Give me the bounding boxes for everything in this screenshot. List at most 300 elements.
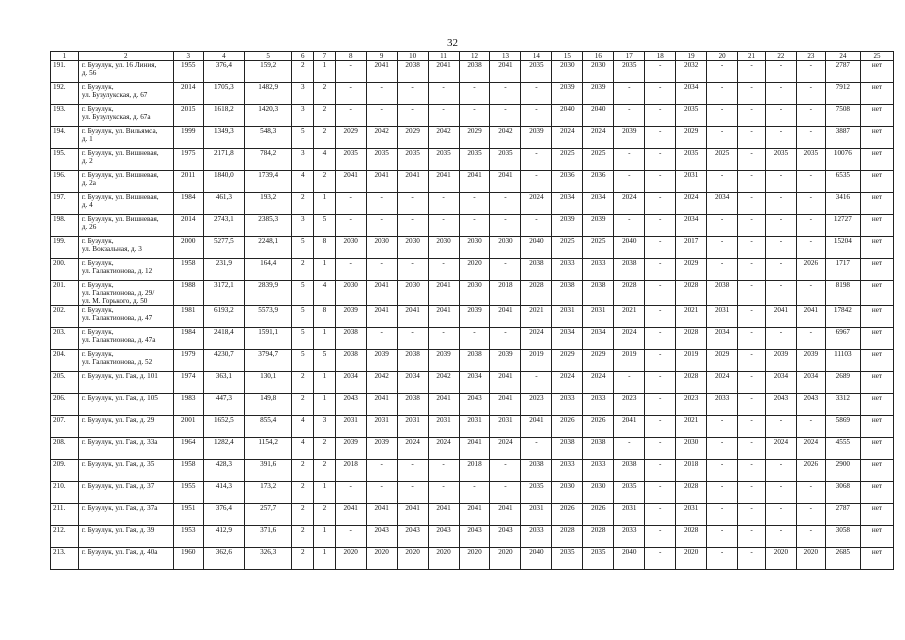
data-cell: 1717 <box>825 259 860 281</box>
data-cell: - <box>428 259 459 281</box>
data-cell: 2023 <box>676 394 707 416</box>
data-cell: 2041 <box>490 394 521 416</box>
data-cell: нет <box>860 350 893 372</box>
address-line: ул. Бузулукская, д. 67а <box>81 113 151 121</box>
data-cell: 2038 <box>459 350 490 372</box>
row-number-cell: 193. <box>51 105 79 127</box>
address-line: ул. Галактионова, д. 12 <box>81 267 153 275</box>
address-line: г. Бузулук, ул. Гая, д. 29 <box>81 416 155 424</box>
address-cell <box>78 416 173 438</box>
data-cell: - <box>738 171 766 193</box>
data-cell: 2030 <box>335 281 366 306</box>
data-cell: 2025 <box>583 149 614 171</box>
address-line: г. Бузулук, ул. Вишневая, <box>81 149 159 157</box>
data-cell: 1739,4 <box>244 171 291 193</box>
data-cell: - <box>796 83 825 105</box>
column-header-cell: 25 <box>860 52 893 61</box>
data-cell: - <box>738 328 766 350</box>
data-cell: - <box>428 83 459 105</box>
data-cell: - <box>738 61 766 83</box>
data-cell: - <box>738 259 766 281</box>
data-cell: - <box>707 61 738 83</box>
data-cell: - <box>645 105 676 127</box>
data-cell: 2041 <box>428 171 459 193</box>
data-cell: 2042 <box>366 127 397 149</box>
data-cell: нет <box>860 548 893 570</box>
row-number-cell: 202. <box>51 306 79 328</box>
row-number-cell: 196. <box>51 171 79 193</box>
column-header-cell: 16 <box>583 52 614 61</box>
data-cell: 2026 <box>796 259 825 281</box>
data-cell: 2024 <box>428 438 459 460</box>
data-cell: 2041 <box>490 306 521 328</box>
data-cell: 2040 <box>614 237 645 259</box>
data-cell: 2026 <box>796 460 825 482</box>
data-cell: 2040 <box>583 105 614 127</box>
data-cell: 6535 <box>825 171 860 193</box>
data-cell: - <box>645 237 676 259</box>
data-cell: 2 <box>292 61 314 83</box>
data-cell: 2020 <box>335 548 366 570</box>
address-cell <box>78 350 173 372</box>
data-cell: 193,2 <box>244 193 291 215</box>
data-cell: - <box>645 504 676 526</box>
data-cell: 2418,4 <box>203 328 244 350</box>
data-cell: нет <box>860 215 893 237</box>
table-row <box>51 328 894 350</box>
data-cell: 2039 <box>583 215 614 237</box>
data-cell: 2034 <box>459 372 490 394</box>
data-cell: 2685 <box>825 548 860 570</box>
data-cell: 2 <box>292 482 314 504</box>
data-cell: 2041 <box>614 416 645 438</box>
data-cell: 2034 <box>583 328 614 350</box>
data-cell: - <box>645 460 676 482</box>
data-cell: - <box>490 328 521 350</box>
column-header-cell: 9 <box>366 52 397 61</box>
data-cell: - <box>738 460 766 482</box>
data-cell: 2900 <box>825 460 860 482</box>
data-cell: 2038 <box>552 281 583 306</box>
data-cell: - <box>765 215 796 237</box>
data-cell: 1983 <box>173 394 203 416</box>
data-cell: 2029 <box>552 350 583 372</box>
data-cell: - <box>645 482 676 504</box>
data-cell: 1964 <box>173 438 203 460</box>
data-cell: 362,6 <box>203 548 244 570</box>
table-row <box>51 193 894 215</box>
data-cell: - <box>796 193 825 215</box>
data-cell: 3 <box>314 416 336 438</box>
data-cell: 2030 <box>366 237 397 259</box>
data-cell: нет <box>860 61 893 83</box>
address-cell <box>78 127 173 149</box>
address-cell <box>78 504 173 526</box>
data-cell: - <box>765 460 796 482</box>
data-cell: 12727 <box>825 215 860 237</box>
data-cell: 2039 <box>459 306 490 328</box>
data-cell: 2024 <box>707 372 738 394</box>
data-cell: - <box>765 83 796 105</box>
data-cell: - <box>521 438 552 460</box>
data-cell: - <box>765 328 796 350</box>
data-cell: 1960 <box>173 548 203 570</box>
data-cell: 2041 <box>366 61 397 83</box>
column-header-cell: 23 <box>796 52 825 61</box>
data-cell: нет <box>860 83 893 105</box>
data-cell: 1984 <box>173 328 203 350</box>
data-cell: - <box>366 105 397 127</box>
data-cell: - <box>645 215 676 237</box>
data-cell: 1591,1 <box>244 328 291 350</box>
row-number-cell: 192. <box>51 83 79 105</box>
data-cell: 1 <box>314 61 336 83</box>
data-cell: 4230,7 <box>203 350 244 372</box>
address-line: д. 56 <box>81 69 97 77</box>
data-cell: - <box>765 237 796 259</box>
data-cell: 2035 <box>428 149 459 171</box>
data-cell: - <box>397 460 428 482</box>
data-cell: 2038 <box>521 259 552 281</box>
data-cell: - <box>738 306 766 328</box>
data-cell: 2034 <box>552 328 583 350</box>
data-cell: 2034 <box>676 83 707 105</box>
row-number-cell: 200. <box>51 259 79 281</box>
data-cell: 2171,8 <box>203 149 244 171</box>
data-cell: 2033 <box>521 526 552 548</box>
data-cell: 2034 <box>707 193 738 215</box>
data-cell: 2034 <box>552 193 583 215</box>
address-cell <box>78 215 173 237</box>
data-cell: - <box>335 526 366 548</box>
data-cell: 2030 <box>676 438 707 460</box>
data-cell: - <box>765 281 796 306</box>
data-cell: - <box>738 438 766 460</box>
data-cell: - <box>645 149 676 171</box>
data-cell: нет <box>860 372 893 394</box>
data-cell: 2039 <box>335 438 366 460</box>
data-cell: 2039 <box>552 83 583 105</box>
address-line: г. Бузулук, ул. Гая, д. 37 <box>81 482 155 490</box>
data-cell: 2038 <box>459 61 490 83</box>
data-cell: 2018 <box>459 460 490 482</box>
row-number-cell: 213. <box>51 548 79 570</box>
address-line: г. Бузулук, ул. Вишневая, <box>81 215 159 223</box>
data-cell: 2015 <box>173 105 203 127</box>
row-number-cell: 206. <box>51 394 79 416</box>
address-line: г. Бузулук, ул. Гая, д. 105 <box>81 394 158 402</box>
data-cell: - <box>738 215 766 237</box>
data-cell: 2 <box>292 460 314 482</box>
data-cell: 326,3 <box>244 548 291 570</box>
row-number-cell: 197. <box>51 193 79 215</box>
data-cell: нет <box>860 438 893 460</box>
data-cell: - <box>645 548 676 570</box>
data-cell: - <box>428 482 459 504</box>
data-cell: 1420,3 <box>244 105 291 127</box>
data-cell: 2024 <box>583 372 614 394</box>
data-cell: 2040 <box>552 105 583 127</box>
data-cell: - <box>366 83 397 105</box>
data-cell: 257,7 <box>244 504 291 526</box>
data-cell: нет <box>860 460 893 482</box>
data-cell: 2039 <box>521 127 552 149</box>
data-cell: 2 <box>314 438 336 460</box>
data-cell: 2036 <box>552 171 583 193</box>
data-cell: 2023 <box>614 394 645 416</box>
data-cell: - <box>490 193 521 215</box>
row-number-cell: 212. <box>51 526 79 548</box>
data-cell: - <box>459 328 490 350</box>
data-cell: 2031 <box>335 416 366 438</box>
data-cell: 2042 <box>428 372 459 394</box>
data-cell: - <box>738 372 766 394</box>
data-cell: 2043 <box>765 394 796 416</box>
data-cell: 1981 <box>173 306 203 328</box>
data-cell: 2040 <box>614 548 645 570</box>
data-cell: 5 <box>314 350 336 372</box>
data-cell: 2019 <box>676 350 707 372</box>
data-cell: - <box>796 105 825 127</box>
address-line: д. 1 <box>81 135 93 143</box>
data-cell: 173,2 <box>244 482 291 504</box>
data-cell: 2024 <box>614 193 645 215</box>
data-cell: - <box>366 259 397 281</box>
data-cell: - <box>707 259 738 281</box>
address-line: г. Бузулук, ул. Гая, д. 101 <box>81 372 158 380</box>
data-cell: 2041 <box>459 438 490 460</box>
data-cell: 130,1 <box>244 372 291 394</box>
data-cell: - <box>738 548 766 570</box>
column-header-cell: 3 <box>173 52 203 61</box>
data-cell: 3058 <box>825 526 860 548</box>
data-cell: 2041 <box>428 306 459 328</box>
address-line: ул. Бузулукская, д. 67 <box>81 91 148 99</box>
data-cell: 2036 <box>583 171 614 193</box>
data-cell: 412,9 <box>203 526 244 548</box>
column-header-cell: 14 <box>521 52 552 61</box>
table-row <box>51 460 894 482</box>
data-cell: 1282,4 <box>203 438 244 460</box>
data-cell: 2030 <box>459 237 490 259</box>
data-cell: - <box>765 171 796 193</box>
data-cell: 2043 <box>335 394 366 416</box>
data-cell: 2033 <box>583 460 614 482</box>
data-cell: - <box>614 215 645 237</box>
data-cell: 2030 <box>397 281 428 306</box>
address-line: г. Бузулук, ул. Вишневая, <box>81 193 159 201</box>
address-line: г. Бузулук, <box>81 105 114 113</box>
data-cell: нет <box>860 237 893 259</box>
data-cell: 2019 <box>521 350 552 372</box>
data-cell: 2248,1 <box>244 237 291 259</box>
row-number-cell: 198. <box>51 215 79 237</box>
data-cell: 4 <box>314 149 336 171</box>
data-cell: 2041 <box>397 504 428 526</box>
data-cell: 2 <box>314 504 336 526</box>
data-cell: 2035 <box>676 149 707 171</box>
column-header-cell: 11 <box>428 52 459 61</box>
data-cell: 2034 <box>583 193 614 215</box>
data-cell: 2 <box>292 548 314 570</box>
column-header-cell: 20 <box>707 52 738 61</box>
address-cell <box>78 83 173 105</box>
data-cell: - <box>366 460 397 482</box>
table-row <box>51 504 894 526</box>
data-cell: 5 <box>292 237 314 259</box>
data-cell: 2 <box>314 460 336 482</box>
data-cell: 2787 <box>825 504 860 526</box>
data-cell: - <box>645 171 676 193</box>
data-cell: 2031 <box>366 416 397 438</box>
data-cell: 2034 <box>397 372 428 394</box>
data-cell: 2031 <box>521 504 552 526</box>
data-cell: 2035 <box>521 482 552 504</box>
data-cell: 2020 <box>765 548 796 570</box>
data-cell: - <box>707 526 738 548</box>
data-cell: 3068 <box>825 482 860 504</box>
data-cell: 2032 <box>676 61 707 83</box>
data-cell: - <box>645 438 676 460</box>
data-cell: 3794,7 <box>244 350 291 372</box>
data-cell: нет <box>860 149 893 171</box>
data-cell: 6967 <box>825 328 860 350</box>
data-cell: - <box>490 482 521 504</box>
address-cell <box>78 394 173 416</box>
data-cell: 2024 <box>521 193 552 215</box>
data-cell: 2787 <box>825 61 860 83</box>
data-cell: 2039 <box>335 306 366 328</box>
data-cell: 2029 <box>707 350 738 372</box>
data-cell: 2043 <box>366 526 397 548</box>
data-cell: 2020 <box>459 548 490 570</box>
data-cell: 2033 <box>583 259 614 281</box>
data-cell: 2031 <box>397 416 428 438</box>
data-cell: - <box>707 416 738 438</box>
data-cell: 2028 <box>676 526 707 548</box>
data-cell: нет <box>860 526 893 548</box>
address-cell <box>78 149 173 171</box>
data-cell: 164,4 <box>244 259 291 281</box>
data-cell: - <box>738 193 766 215</box>
data-cell: 2020 <box>490 548 521 570</box>
data-cell: 2031 <box>707 306 738 328</box>
data-cell: 15204 <box>825 237 860 259</box>
data-cell: 2041 <box>366 504 397 526</box>
address-line: г. Бузулук, ул. Гая, д. 35 <box>81 460 155 468</box>
data-cell: 2031 <box>428 416 459 438</box>
address-line: г. Бузулук, ул. 16 Линия, <box>81 61 157 69</box>
data-cell: 2038 <box>614 460 645 482</box>
data-cell: - <box>521 372 552 394</box>
data-cell: - <box>765 504 796 526</box>
data-cell: - <box>738 281 766 306</box>
data-cell: - <box>707 548 738 570</box>
data-cell: 2030 <box>335 237 366 259</box>
data-cell: 2039 <box>583 83 614 105</box>
data-cell: - <box>796 127 825 149</box>
data-cell: 17842 <box>825 306 860 328</box>
table-row <box>51 61 894 83</box>
data-cell: 2030 <box>552 482 583 504</box>
data-cell: 371,6 <box>244 526 291 548</box>
data-cell: - <box>521 105 552 127</box>
data-cell: 1840,0 <box>203 171 244 193</box>
data-cell: 2839,9 <box>244 281 291 306</box>
data-cell: - <box>796 328 825 350</box>
data-cell: 2041 <box>428 504 459 526</box>
data-cell: 2033 <box>583 394 614 416</box>
data-cell: 2041 <box>428 394 459 416</box>
data-cell: - <box>796 237 825 259</box>
data-cell: - <box>645 83 676 105</box>
data-cell: 5869 <box>825 416 860 438</box>
data-cell: - <box>614 372 645 394</box>
data-cell: - <box>707 105 738 127</box>
data-cell: 2035 <box>765 149 796 171</box>
address-line: д. 2а <box>81 179 96 187</box>
data-cell: - <box>765 526 796 548</box>
data-cell: 3416 <box>825 193 860 215</box>
data-cell: 1705,3 <box>203 83 244 105</box>
data-cell: 2031 <box>614 504 645 526</box>
data-cell: 2024 <box>583 127 614 149</box>
data-cell: 2040 <box>521 548 552 570</box>
data-cell: 2021 <box>676 306 707 328</box>
data-cell: 2042 <box>366 372 397 394</box>
data-cell: - <box>459 482 490 504</box>
data-cell: 2028 <box>676 482 707 504</box>
data-cell: - <box>645 526 676 548</box>
data-cell: 2034 <box>765 372 796 394</box>
data-cell: нет <box>860 281 893 306</box>
table-row <box>51 83 894 105</box>
data-cell: - <box>490 105 521 127</box>
address-line: г. Бузулук, <box>81 83 114 91</box>
data-cell: 2020 <box>397 548 428 570</box>
data-cell: 2041 <box>428 61 459 83</box>
data-cell: 2042 <box>428 127 459 149</box>
column-header-cell: 6 <box>292 52 314 61</box>
data-cell: 2018 <box>335 460 366 482</box>
data-cell: 2035 <box>614 61 645 83</box>
data-cell: 2028 <box>583 526 614 548</box>
data-cell: нет <box>860 193 893 215</box>
data-cell: - <box>428 460 459 482</box>
data-cell: - <box>428 105 459 127</box>
data-cell: 2028 <box>614 281 645 306</box>
data-cell: нет <box>860 416 893 438</box>
data-cell: 2043 <box>490 526 521 548</box>
data-cell: 391,6 <box>244 460 291 482</box>
data-cell: - <box>397 105 428 127</box>
data-cell: - <box>796 482 825 504</box>
data-cell: 2020 <box>459 259 490 281</box>
data-cell: 447,3 <box>203 394 244 416</box>
data-cell: 2041 <box>490 61 521 83</box>
data-cell: 2026 <box>583 416 614 438</box>
data-cell: 5573,9 <box>244 306 291 328</box>
data-cell: 2041 <box>490 372 521 394</box>
table-row <box>51 482 894 504</box>
data-cell: 2041 <box>459 171 490 193</box>
row-number-cell: 194. <box>51 127 79 149</box>
data-cell: 4 <box>292 416 314 438</box>
address-cell <box>78 61 173 83</box>
data-cell: - <box>459 105 490 127</box>
column-header-cell: 10 <box>397 52 428 61</box>
data-cell: 784,2 <box>244 149 291 171</box>
